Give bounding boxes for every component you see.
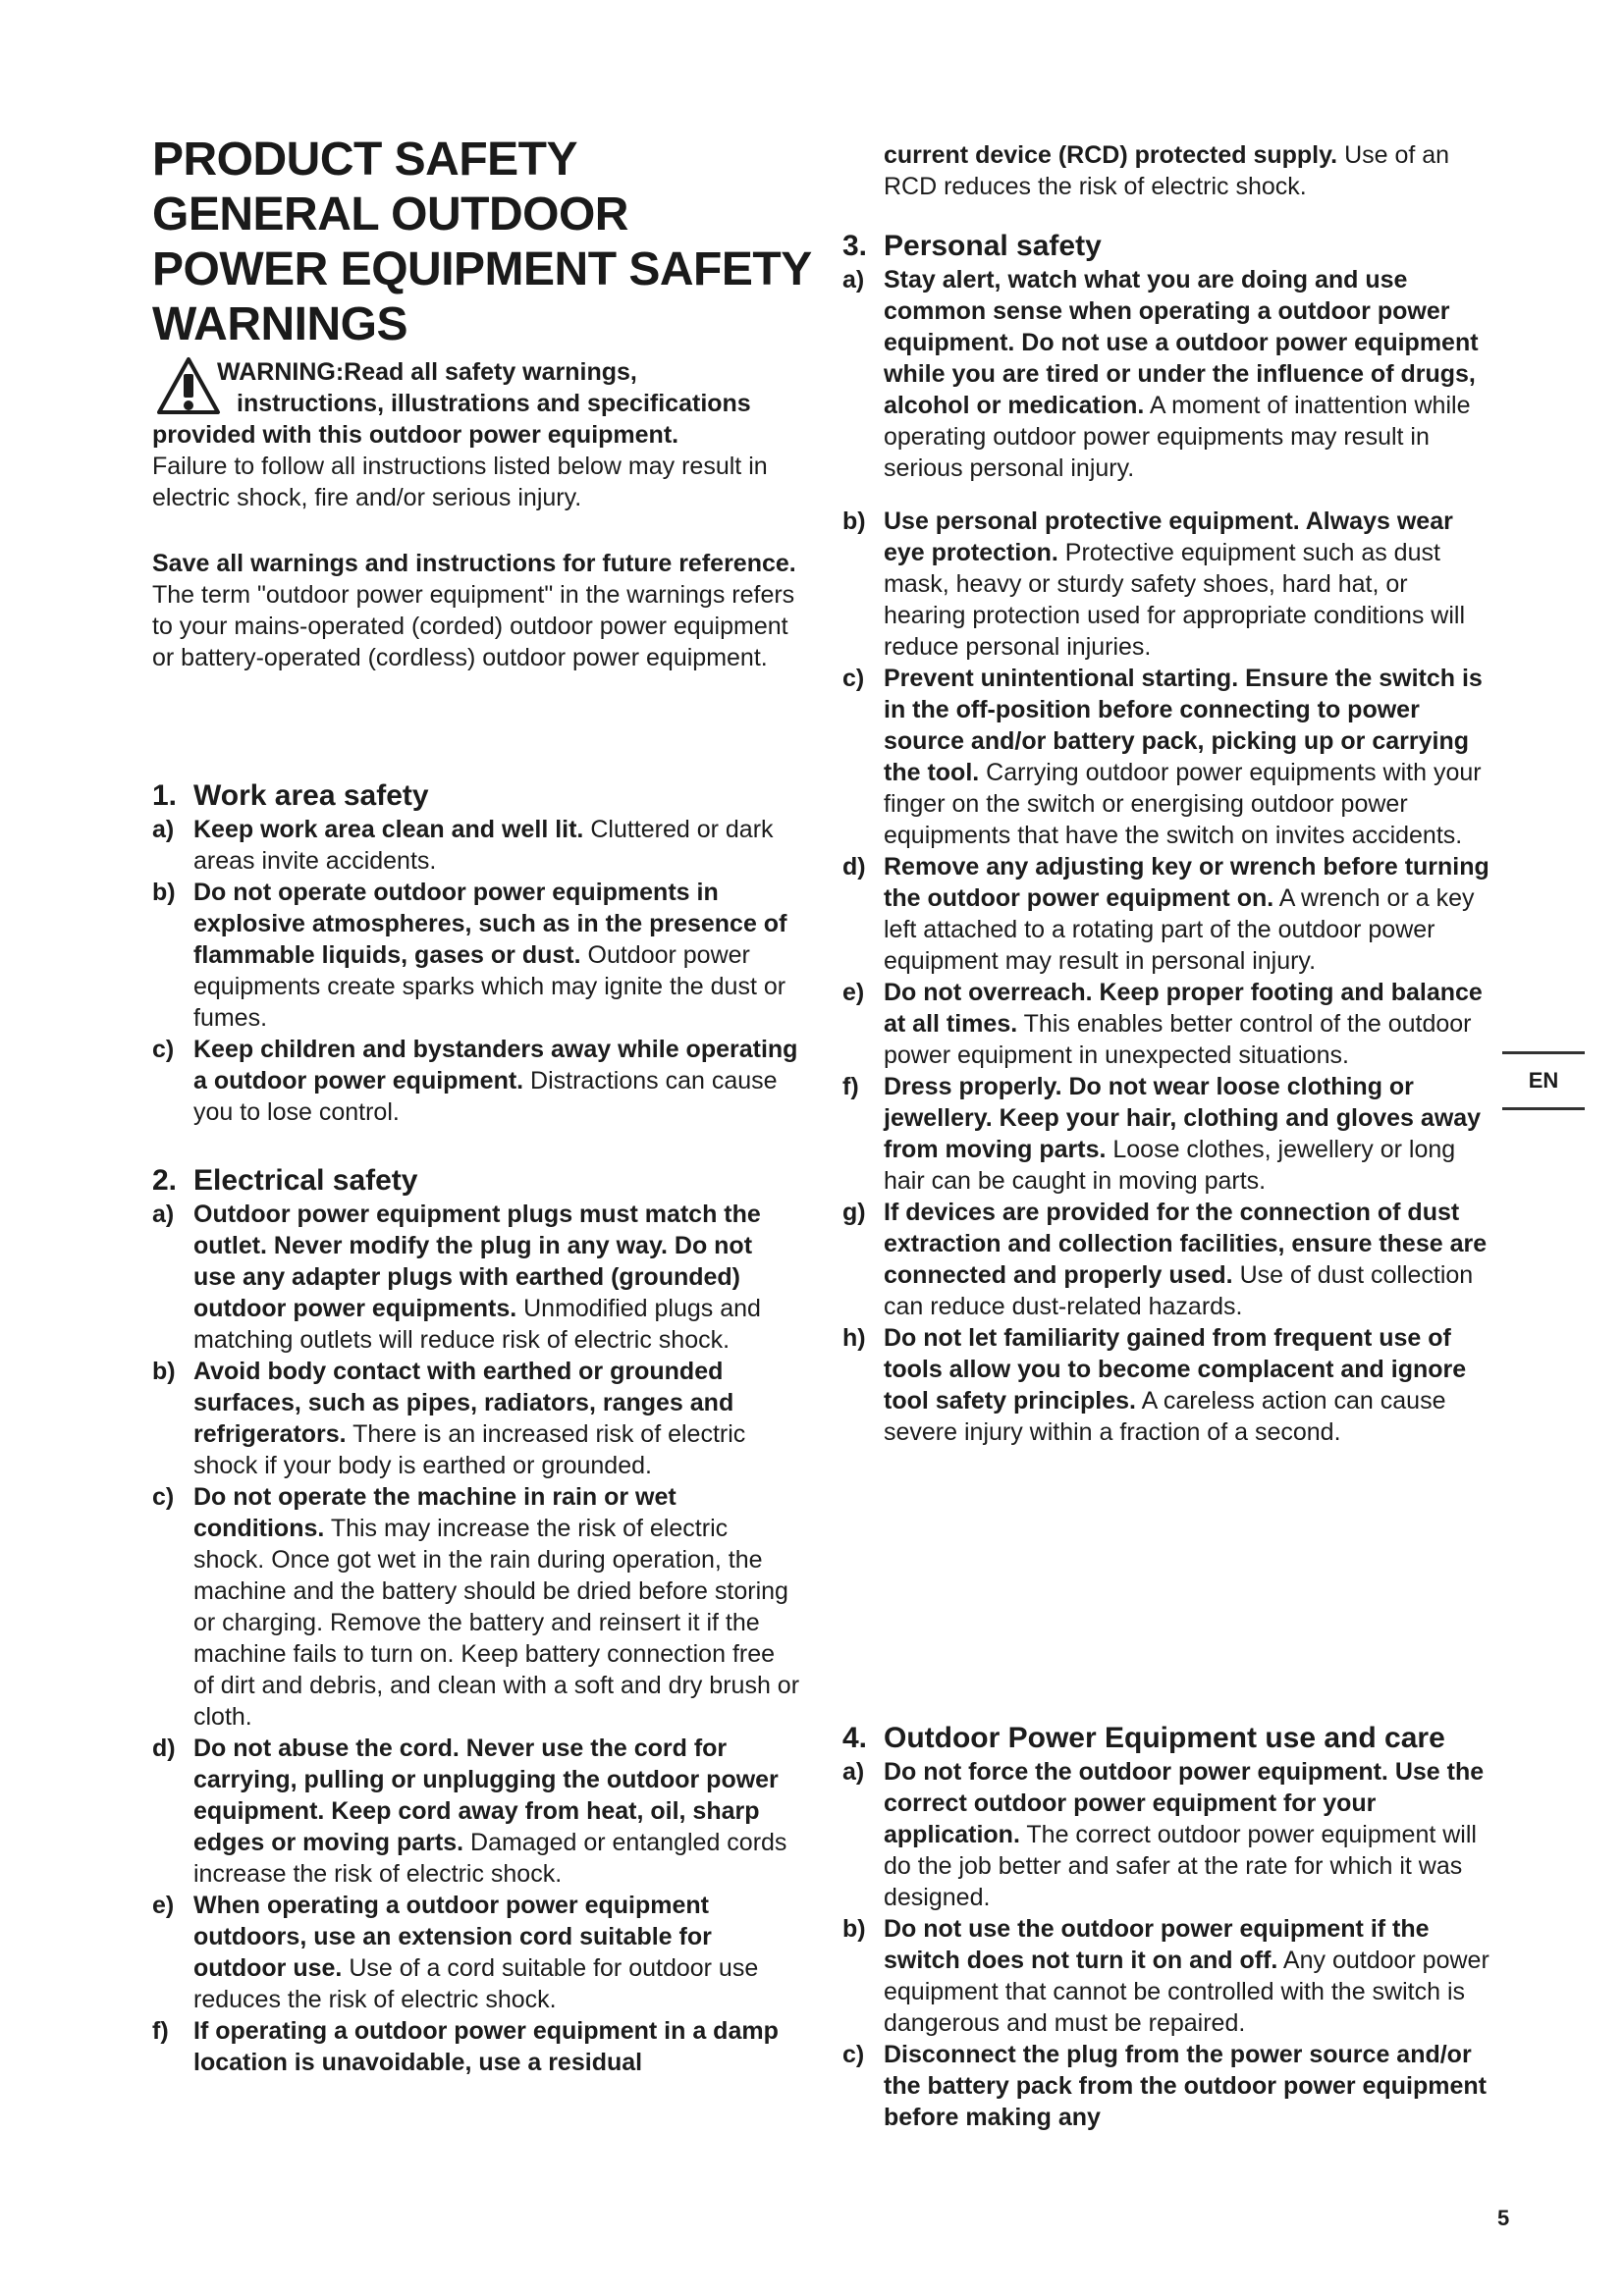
warning-triangle-icon: [156, 356, 221, 415]
list-item: c) Disconnect the plug from the power source and/or the battery pack from the outdoor power equipment before making any: [842, 2041, 1487, 2131]
list-item: b) Do not operate outdoor power equipments in explosive atmospheres, such as in the presence of flammable liquids, gases or dust. Outdoor power equipments create sparks which may ignite the dust or fumes.: [152, 879, 787, 1032]
list-item: c) Prevent unintentional starting. Ensure the switch is in the off-position before connecting to power source and/or battery pack, picking up or carrying the tool. Carrying outdoor power equipments with your finger on the switch or energising outdoor power equipments that have the switch on invites accidents.: [842, 665, 1483, 849]
warning-line-1: WARNING:Read all safety warnings,: [217, 358, 637, 386]
personal-section: [842, 229, 1490, 1448]
tab-divider-bottom: [1502, 1107, 1585, 1110]
list-item: c) Keep children and bystanders away while operating a outdoor power equipment. Distractions can cause you to lose control.: [152, 1036, 798, 1126]
list-item: e) When operating a outdoor power equipment outdoors, use an extension cord suitable for outdoor use. Use of a cord suitable for outdoor use reduces the risk of electric shock.: [152, 1892, 759, 2013]
page-title: PRODUCT SAFETY GENERAL OUTDOOR POWER EQUIPMENT SAFETY WARNINGS: [152, 133, 812, 350]
list-item: c) Do not operate the machine in rain or wet conditions. This may increase the risk of electric shock. Once got wet in the rain during operation, the machine and the battery should be dried before storing or charging. Remove the battery and reinsert it if the machine fails to turn on. Keep battery connection free of dirt and debris, and clean with a soft and dry brush or cloth.: [152, 1483, 800, 1731]
list-item: a) Do not force the outdoor power equipment. Use the correct outdoor power equipment for your application. The correct outdoor power equipment will do the job better and safer at the rate for which it was designed.: [842, 1758, 1485, 1911]
list-item: g) If devices are provided for the connection of dust extraction and collection facilities, ensure these are connected and properly used. Use of dust collection can reduce dust-related hazards.: [842, 1199, 1488, 1320]
language-tab: EN: [1528, 1068, 1559, 1093]
section-heading: 1. Work area safety: [152, 779, 429, 812]
list-item: d) Remove any adjusting key or wrench before turning the outdoor power equipment on. A wrench or a key left attached to a rotating part of the outdoor power equipment may result in personal injury.: [842, 853, 1489, 975]
use-care-section: [842, 1721, 1490, 2133]
tab-divider-top: [1502, 1051, 1585, 1054]
section-heading: 4. Outdoor Power Equipment use and care: [842, 1722, 1445, 1754]
list-item: d) Do not abuse the cord. Never use the cord for carrying, pulling or unplugging the outdoor power equipment. Keep cord away from heat, oil, sharp edges or moving parts. Damaged or entangled cords increase the risk of electric shock.: [152, 1735, 787, 1888]
list-item: b) Do not use the outdoor power equipment if the switch does not turn it on and off. Any outdoor power equipment that cannot be controlled with the switch is dangerous and must be repaired.: [842, 1915, 1489, 2037]
list-item: a) Outdoor power equipment plugs must match the outlet. Never modify the plug in any way. Do not use any adapter plugs with earthed (grounded) outdoor power equipments. Unmodified plugs and matching outlets will reduce risk of electric shock.: [152, 1201, 761, 1354]
electrical-section: [152, 1163, 800, 2078]
section-heading: 2. Electrical safety: [152, 1164, 418, 1197]
save-instructions: [152, 548, 800, 673]
page-number: 5: [1497, 2206, 1510, 2230]
electrical-continuation: [842, 139, 1490, 202]
list-item: h) Do not let familiarity gained from frequent use of tools allow you to become complacent and ignore tool safety principles. A careless action can cause severe injury within a fraction of a second.: [842, 1324, 1467, 1446]
section-heading: 3. Personal safety: [842, 230, 1102, 262]
list-item: f) Dress properly. Do not wear loose clothing or jewellery. Keep your hair, clothing and gloves away from moving parts. Loose clothes, jewellery or long hair can be caught in moving parts.: [842, 1073, 1482, 1195]
save-body: The term "outdoor power equipment" in the warnings refers to your mains-operated (corded) outdoor power equipment or battery-operated (cordless) outdoor power equipment.: [152, 581, 795, 671]
list-item: a) Stay alert, watch what you are doing and use common sense when operating a outdoor power equipment. Do not use a outdoor power equipment while you are tired or under the influence of drugs, alcohol or medication. A moment of inattention while operating outdoor power equipments may result in serious personal injury.: [842, 266, 1479, 482]
list-item: a) Keep work area clean and well lit. Cluttered or dark areas invite accidents.: [152, 816, 774, 875]
warning-line-3: provided with this outdoor power equipment.: [152, 421, 679, 449]
warning-line-2: instructions, illustrations and specifications: [237, 390, 751, 417]
warning-body: Failure to follow all instructions listed below may result in electric shock, fire and/or serious injury.: [152, 453, 768, 511]
list-item: b) Avoid body contact with earthed or grounded surfaces, such as pipes, radiators, ranges and refrigerators. There is an increased risk of electric shock if your body is earthed or grounded.: [152, 1358, 746, 1479]
work-area-section: [152, 778, 800, 1128]
list-item: e) Do not overreach. Keep proper footing and balance at all times. This enables better control of the outdoor power equipment in unexpected situations.: [842, 979, 1483, 1069]
continued-item: current device (RCD) protected supply. Use of an RCD reduces the risk of electric shock.: [884, 141, 1450, 200]
list-item: b) Use personal protective equipment. Always wear eye protection. Protective equipment such as dust mask, heavy or sturdy safety shoes, hard hat, or hearing protection used for appropriate conditions will reduce personal injuries.: [842, 507, 1466, 661]
general-warning: [152, 356, 800, 513]
list-item: f) If operating a outdoor power equipment in a damp location is unavoidable, use a residual: [152, 2017, 779, 2076]
save-heading: Save all warnings and instructions for future reference.: [152, 550, 796, 577]
